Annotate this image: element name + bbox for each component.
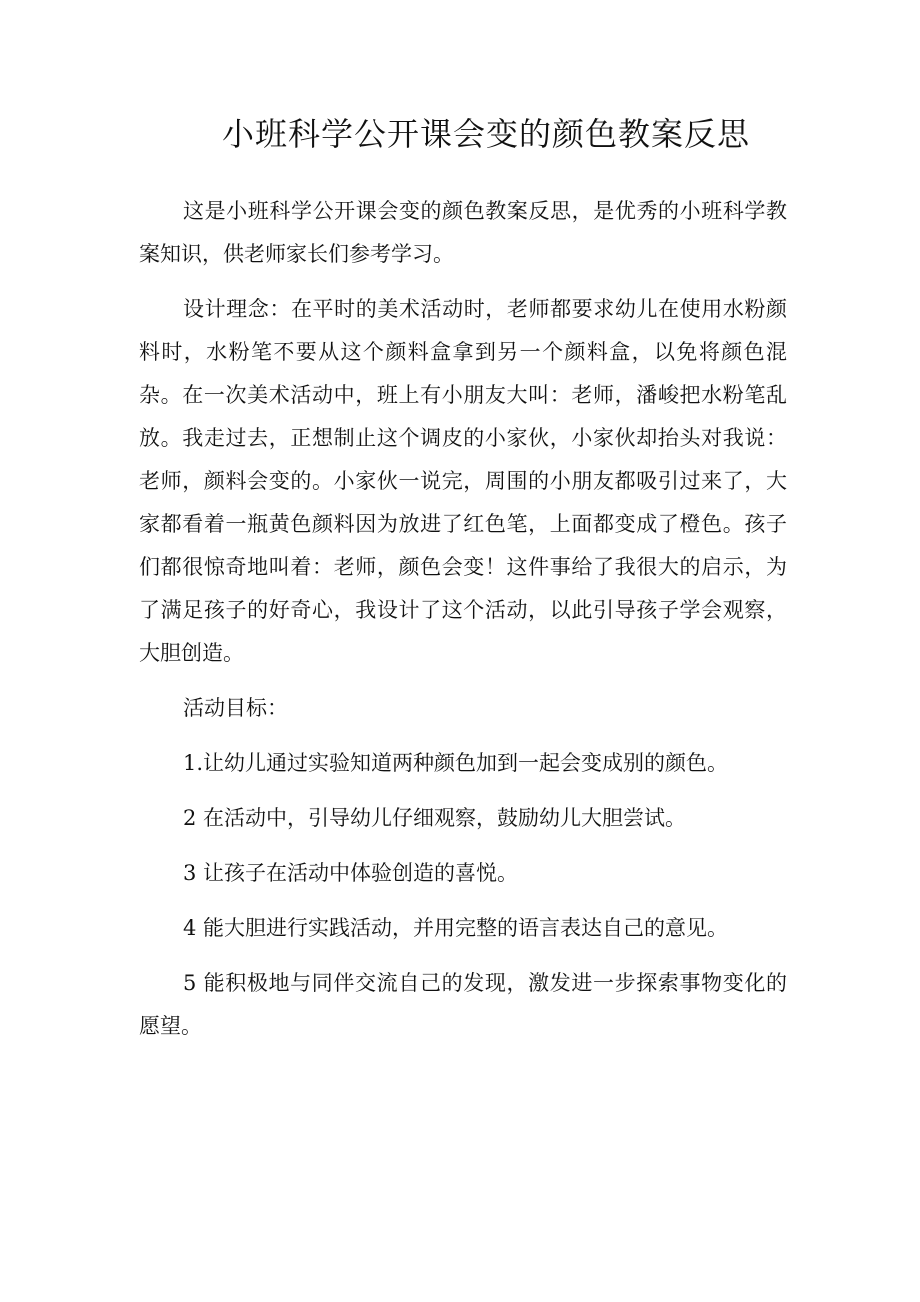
design-concept-paragraph: 设计理念：在平时的美术活动时，老师都要求幼儿在使用水粉颜料时，水粉笔不要从这个颜料盒拿到另一个颜料盒，以免将颜色混杂。在一次美术活动中，班上有小朋友大叫：老师，潘峻把水粉笔乱放。我走过去，正想制止这个调皮的小家伙，小家伙却抬头对我说：老师，颜料会变的。小家伙一说完，周围的小朋友都吸引过来了，大家都看着一瓶黄色颜料因为放进了红色笔，上面都变成了橙色。孩子们都很惊奇地叫着：老师，颜色会变！这件事给了我很大的启示，为了满足孩子的好奇心，我设计了这个活动，以此引导孩子学会观察，大胆创造。: [139, 297, 787, 665]
goal-item-2: 2 在活动中，引导幼儿仔细观察，鼓励幼儿大胆尝试。: [183, 806, 687, 830]
goal-item-1: 1.让幼儿通过实验知道两种颜色加到一起会变成别的颜色。: [183, 751, 729, 775]
document-title: 小班科学公开课会变的颜色教案反思: [221, 115, 750, 153]
intro-paragraph: 这是小班科学公开课会变的颜色教案反思，是优秀的小班科学教案知识，供老师家长们参考学习。: [139, 199, 787, 266]
goal-item-3: 3 让孩子在活动中体验创造的喜悦。: [183, 861, 519, 885]
goal-item-5: 5 能积极地与同伴交流自己的发现，激发进一步探索事物变化的愿望。: [139, 971, 787, 1038]
goals-heading: 活动目标：: [183, 696, 288, 720]
document-body: [139, 190, 787, 1060]
goal-item-4: 4 能大胆进行实践活动，并用完整的语言表达自己的意见。: [183, 916, 729, 940]
